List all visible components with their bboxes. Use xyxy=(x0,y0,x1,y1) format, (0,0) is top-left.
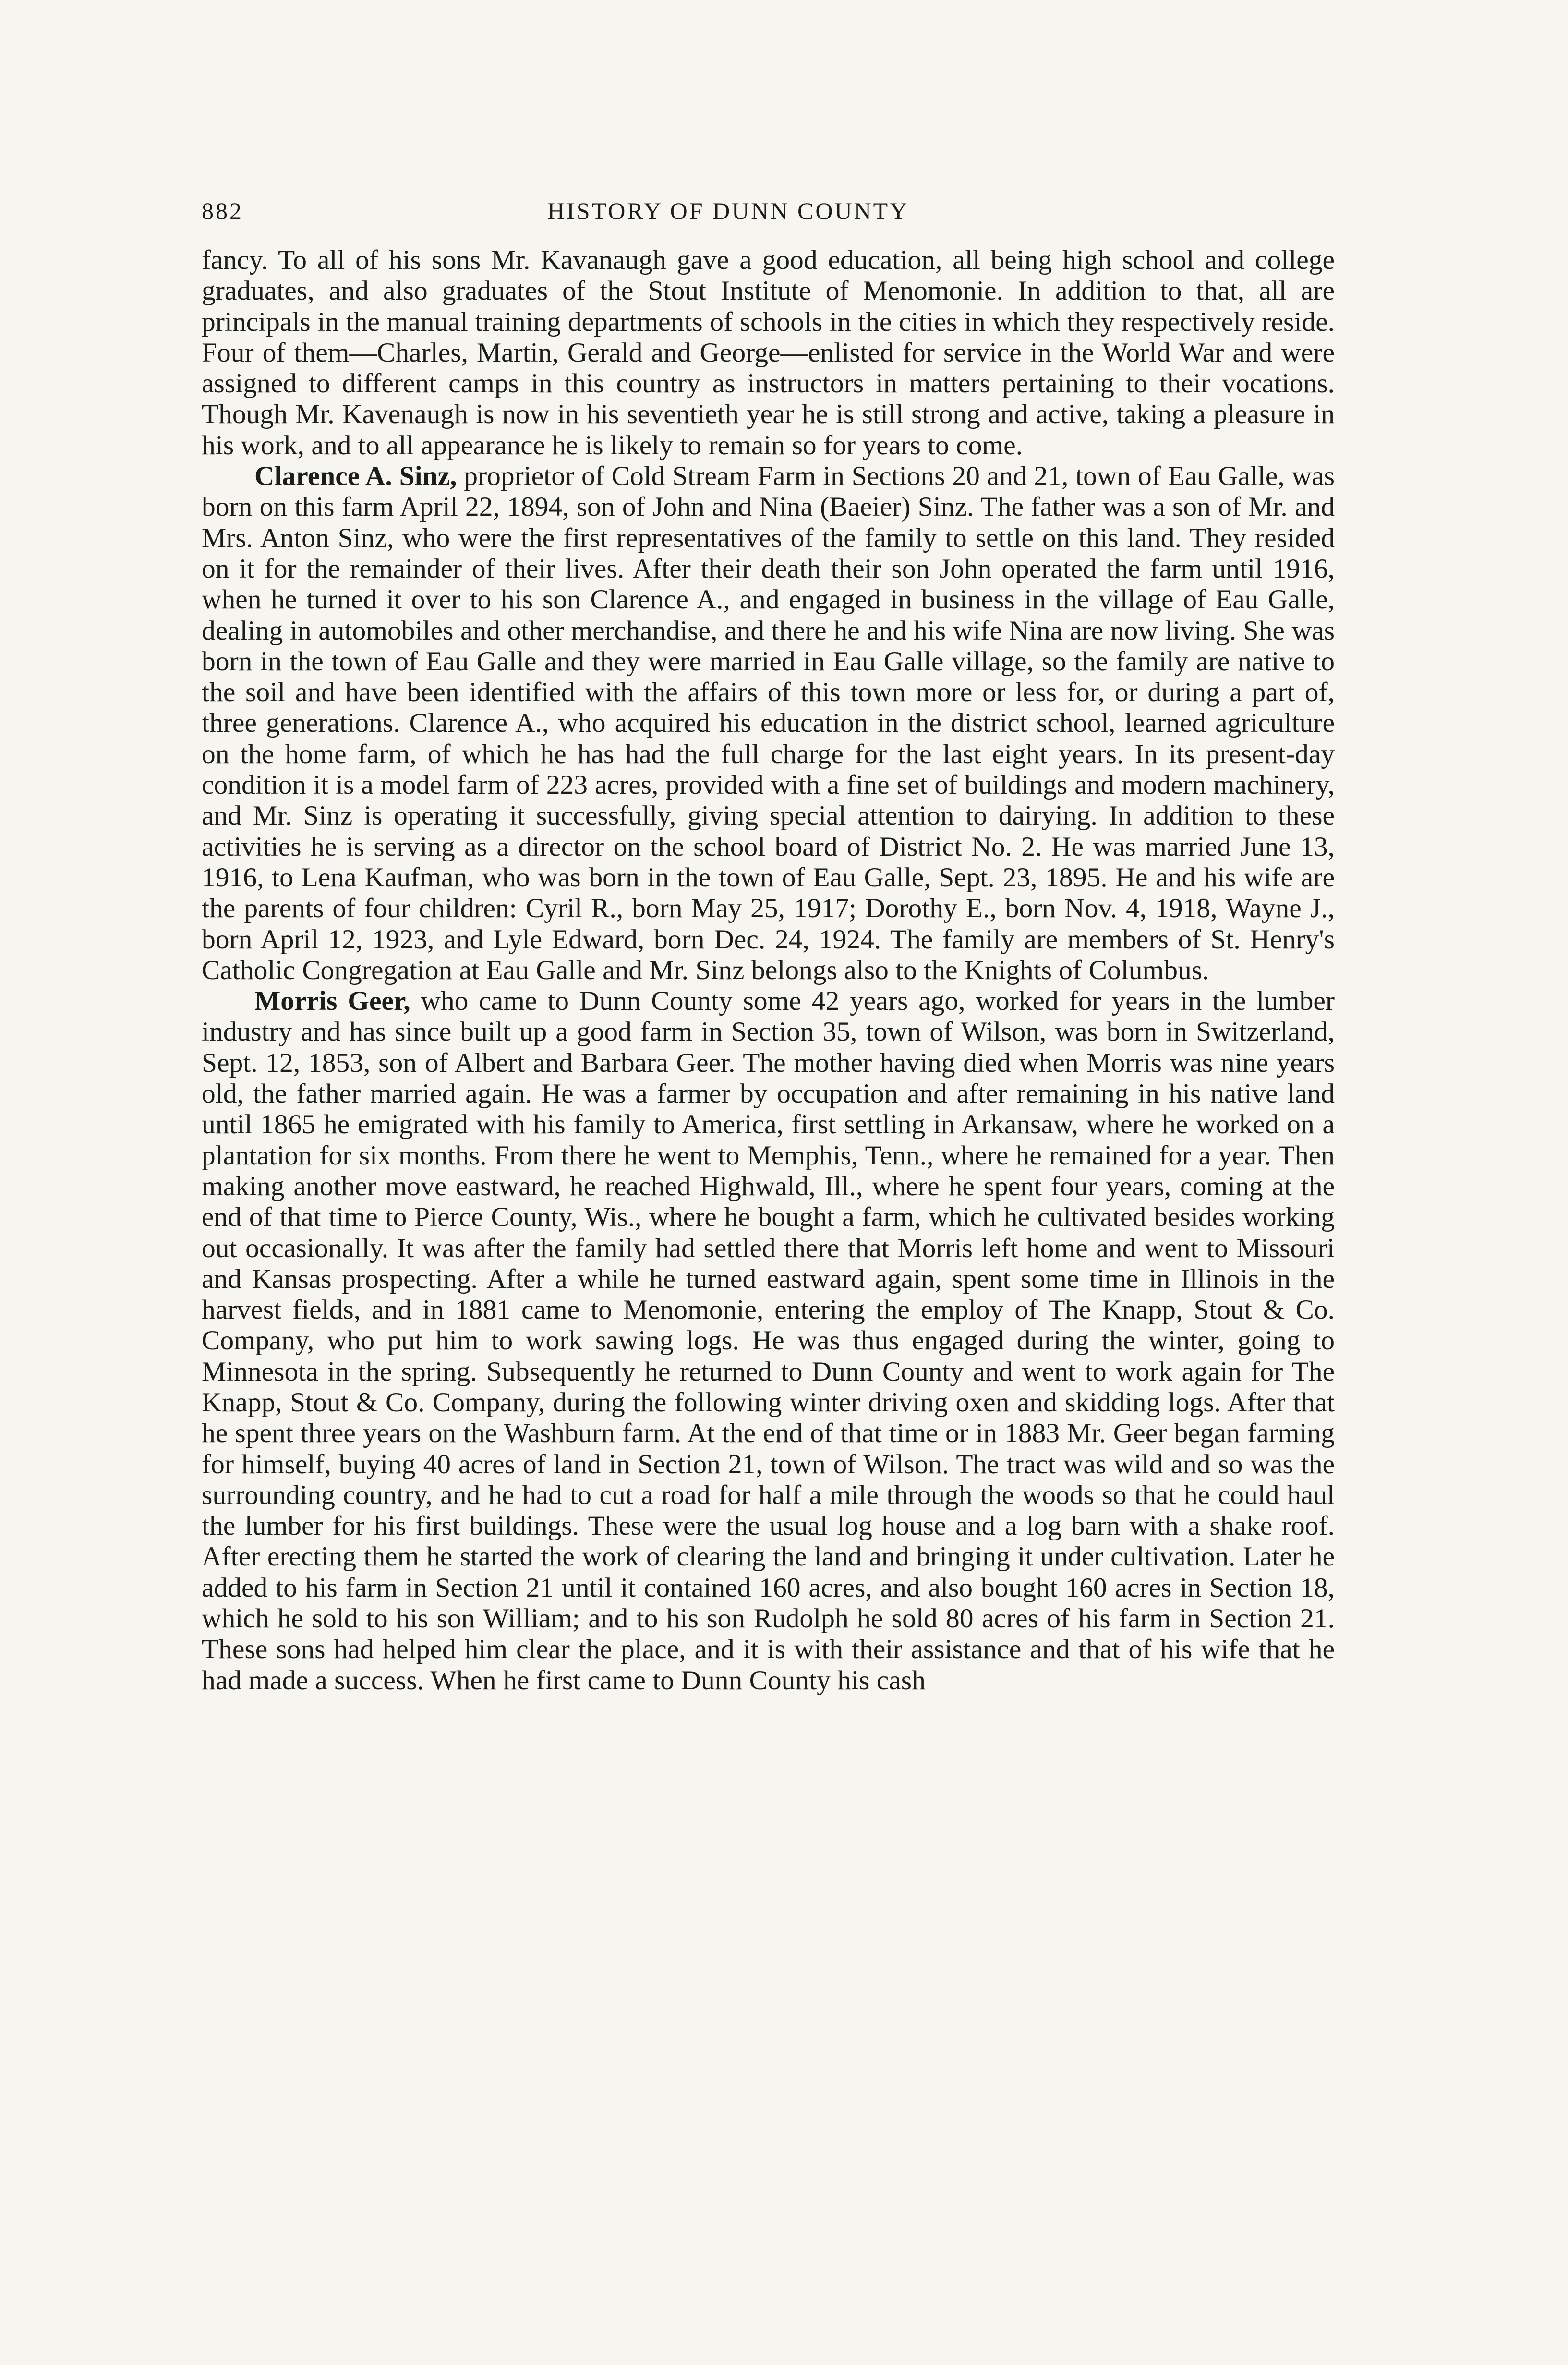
running-title: HISTORY OF DUNN COUNTY xyxy=(547,197,909,224)
biography-name: Clarence A. Sinz, xyxy=(254,461,457,492)
page-header xyxy=(202,197,1335,240)
paragraph-clarence-sinz xyxy=(202,461,1335,986)
page-number: 882 xyxy=(202,197,243,224)
biography-name: Morris Geer, xyxy=(254,986,410,1017)
paragraph-text: who came to Dunn County some 42 years ago, worked for years in the lumber industry and has since built up a good farm in Section 35, town of Wilson, was born in Switzerland, Sept. 12, 1853, son of Albert and Barbara Geer. The mother having died when Morris was nine years old, the father married again. He was a farmer by occupation and after remaining in his native land until 1865 he emigrated with his family to America, first settling in Arkansaw, where he worked on a plantation for six months. From there he went to Memphis, Tenn., where he remained for a year. Then making another move eastward, he reached Highwald, Ill., where he spent four years, coming at the end of that time to Pierce County, Wis., where he bought a farm, which he cultivated besides working out occasionally. It was after the family had settled there that Morris left home and went to Missouri and Kansas prospecting. After a while he turned eastward again, spent some time in Illinois in the harvest fields, and in 1881 came to Menomonie, entering the employ of The Knapp, Stout & Co. Company, who put him to work sawing logs. He was thus engaged during the winter, going to Minnesota in the spring. Subsequently he returned to Dunn County and went to work again for The Knapp, Stout & Co. Company, during the following winter driving oxen and skidding logs. After that he spent three years on the Washburn farm. At the end of that time or in 1883 Mr. Geer began farming for himself, buying 40 acres of land in Section 21, town of Wilson. The tract was wild and so was the surrounding country, and he had to cut a road for half a mile through the woods so that he could haul the lumber for his first buildings. These were the usual log house and a log barn with a shake roof. After erecting them he started the work of clearing the land and bringing it under cultivation. Later he added to his farm in Section 21 until it contained 160 acres, and also bought 160 acres in Section 18, which he sold to his son William; and to his son Rudolph he sold 80 acres of his farm in Section 21. These sons had helped him clear the place, and it is with their assistance and that of his wife that he had made a success. When he first came to Dunn County his cash xyxy=(202,986,1335,1696)
paragraph-morris-geer xyxy=(202,986,1335,1696)
body-text xyxy=(202,245,1335,1696)
paragraph-text: fancy. To all of his sons Mr. Kavanaugh gave a good education, all being high school and college graduates, and also graduates of the Stout Institute of Menomonie. In addition to that, all are principals in the manual training departments of schools in the cities in which they respectively reside. Four of them—Charles, Martin, Gerald and George—enlisted for service in the World War and were assigned to different camps in this country as instructors in matters pertaining to their vocations. Though Mr. Kavenaugh is now in his seventieth year he is still strong and active, taking a pleasure in his work, and to all appearance he is likely to remain so for years to come. xyxy=(202,245,1335,461)
paragraph-text: proprietor of Cold Stream Farm in Sections 20 and 21, town of Eau Galle, was born on this farm April 22, 1894, son of John and Nina (Baeier) Sinz. The father was a son of Mr. and Mrs. Anton Sinz, who were the first representatives of the family to settle on this land. They resided on it for the remainder of their lives. After their death their son John operated the farm until 1916, when he turned it over to his son Clarence A., and engaged in business in the village of Eau Galle, dealing in automobiles and other merchandise, and there he and his wife Nina are now living. She was born in the town of Eau Galle and they were married in Eau Galle village, so the family are native to the soil and have been identified with the affairs of this town more or less for, or during a part of, three generations. Clarence A., who acquired his education in the district school, learned agriculture on the home farm, of which he has had the full charge for the last eight years. In its present-day condition it is a model farm of 223 acres, provided with a fine set of buildings and modern machinery, and Mr. Sinz is operating it successfully, giving special attention to dairying. In addition to these activities he is serving as a director on the school board of District No. 2. He was married June 13, 1916, to Lena Kaufman, who was born in the town of Eau Galle, Sept. 23, 1895. He and his wife are the parents of four children: Cyril R., born May 25, 1917; Dorothy E., born Nov. 4, 1918, Wayne J., born April 12, 1923, and Lyle Edward, born Dec. 24, 1924. The family are members of St. Henry's Catholic Congregation at Eau Galle and Mr. Sinz belongs also to the Knights of Columbus. xyxy=(202,461,1335,985)
paragraph-kavanaugh-continuation xyxy=(202,245,1335,461)
